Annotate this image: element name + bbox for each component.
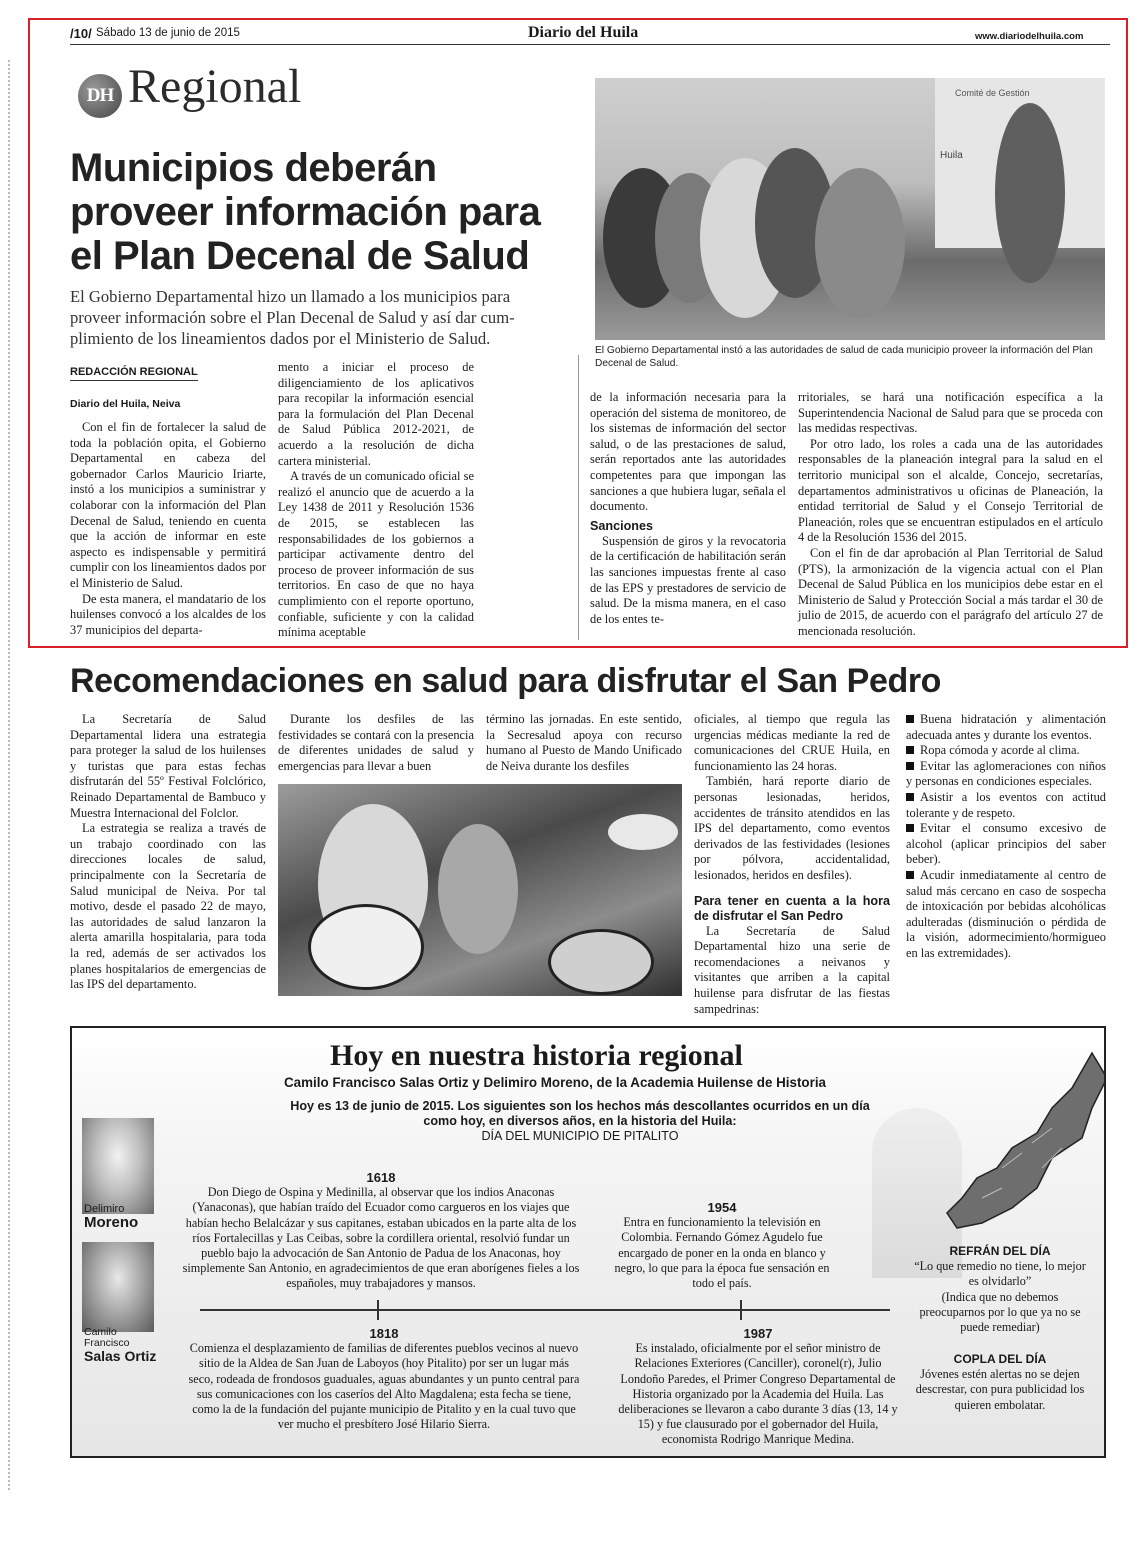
event-text: Entra en funcionamiento la televisión en Colombia. Fernando Gómez Agudelo fue encargado de poner en la onda en blanco y negro, lo que para la época fue sensación en todo el país. (614, 1215, 830, 1291)
article1-headline (70, 146, 540, 278)
paragraph: Con el fin de dar aprobación al Plan Territorial de Salud (PTS), la armonización de la vigencia actual con el Plan Decenal de Salud Pública en los municipios debe estar en el Ministerio de Salud y Protección Social a más tardar el 30 de julio de 2015, de acuerdo con el parágrafo del artículo 27 de mencionada resolución. (798, 545, 1103, 638)
section-title: Regional (128, 60, 302, 113)
article2-column-3 (486, 712, 682, 774)
article1-byline: REDACCIÓN REGIONAL (70, 366, 198, 381)
history-event-1618 (182, 1170, 580, 1292)
article2-column-1 (70, 712, 266, 993)
article2-column-4 (694, 712, 890, 1017)
article1-column-4 (798, 390, 1103, 640)
festival-photo (278, 784, 682, 996)
photo-child (438, 824, 518, 954)
article1-lead (70, 286, 515, 349)
page-date: Sábado 13 de junio de 2015 (96, 27, 240, 39)
list-item: Buena hidratación y alimentación adecuada antes y durante los eventos. (906, 712, 1106, 742)
headline-line-1: Municipios deberán (70, 146, 437, 190)
history-title: Hoy en nuestra historia regional (330, 1039, 743, 1072)
article1-column-2 (278, 360, 474, 641)
dh-logo-icon (78, 74, 122, 118)
history-event-1954 (610, 1200, 834, 1291)
copla-box (910, 1352, 1090, 1413)
paragraph: Con el fin de fortalecer la salud de toda la población opita, el Gobierno Departamental en cabeza del gobernador Carlos Mauricio Iriarte, instó a los municipios a suministrar y colaborar con la información del Plan Decenal de Salud, teniendo en cuenta que la acción de informar en este aspecto es indispensable y permitirá cumplir con los lineamientos dados por el Ministerio de Salud. (70, 420, 266, 590)
page-number: /10/ (70, 26, 92, 41)
headline-line-2: proveer información para (70, 190, 541, 234)
portrait1-name-large: Moreno (84, 1214, 139, 1231)
paragraph: De esta manera, el mandatario de los huilenses convocó a los alcaldes de los 37 municipios del departa- (70, 591, 266, 637)
paragraph: oficiales, al tiempo que regula las urgencias médicas mediante la red de comunicaciones del CRUE Huila, en funcionamiento las 24 horas. (694, 712, 890, 773)
article1-column-1 (70, 420, 266, 638)
paragraph: También, hará reporte diario de personas lesionadas, heridos, accidentes de tránsito atendidos en las IPS del departamento, como eventos derivados de las festividades (lesiones por pólvora, accidentalidad, lesionados, heridos en desfiles). (694, 774, 890, 882)
logo-text: DH (86, 85, 114, 106)
paragraph: de la información necesaria para la operación del sistema de monitoreo, de los sistemas de información del sector salud, o de las prestaciones de salud, serán reportados ante las autoridades competentes para que impongan las sanciones a que hubiera lugar, señala el documento. (590, 390, 786, 514)
photo-hat (608, 814, 678, 850)
paragraph: La estrategia se realiza a través de un trabajo coordinado con las direcciones locales de salud, principalmente con la Secretaría de Salud municipal de Neiva. Por tal motivo, desde el pasado 22 de mayo, las autoridades de salud lanzaron la alerta amarilla hospitalaria, para toda la red, además de ser activados los planes hospitalarios de emergencias de las IPS del departamento. (70, 821, 266, 992)
lead-line-2: proveer información sobre el Plan Decenal de Salud y así dar cum- (70, 308, 515, 327)
refran-box (910, 1244, 1090, 1335)
photo-person-5 (815, 168, 905, 318)
article2-headline: Recomendaciones en salud para disfrutar el San Pedro (70, 662, 942, 700)
intro-line-1: Hoy es 13 de junio de 2015. Los siguientes son los hechos más descollantes ocurridos en un día (290, 1099, 870, 1113)
list-item: Ropa cómoda y acorde al clima. (906, 743, 1106, 759)
page-edge-marks (8, 60, 10, 1490)
bullet-square-icon (906, 746, 914, 754)
event-text: Don Diego de Ospina y Medinilla, al observar que los indios Anaconas (Yanaconas), que habían traído del Ecuador como cargueros en los viajes que habían hecho Belalcázar y sus capitanes, estaban ubicados en la parte alta de los ríos Fortalecillas y Las Ceibas, sobre la cordillera oriental, resolvió fundar un pueblo bajo la advocación de San Antonio de Padua de los Anaconas, hoy simplemente San Antonio, en agradecimientos de que eran aborígenes fieles a los españoles, muy trabajadores y mansos. (182, 1185, 580, 1291)
bullet-square-icon (906, 871, 914, 879)
article2-column-2 (278, 712, 474, 774)
photo-speaker (995, 103, 1065, 283)
list-item: Evitar el consumo excesivo de alcohol (aplicar principios del saber beber). (906, 821, 1106, 867)
website: www.diariodelhuila.com (975, 31, 1084, 42)
list-item: Asistir a los eventos con actitud tolerante y de respeto. (906, 789, 1106, 820)
newspaper-name: Diario del Huila (528, 24, 639, 41)
list-item: Evitar las aglomeraciones con niños y personas en condiciones especiales. (906, 758, 1106, 789)
photo-board-label: Huila (940, 150, 963, 161)
portrait2-name-small-2: Francisco (84, 1337, 130, 1349)
portrait2-name-large: Salas Ortiz (84, 1348, 157, 1364)
paragraph: La Secretaría de Salud Departamental hizo una serie de recomendaciones a neivanos y visitantes que arriben a la capital huilense para disfrutar de las fiestas sampedrinas: (694, 923, 890, 1016)
portrait-camilo-salas (82, 1242, 154, 1332)
history-event-1987 (612, 1326, 904, 1448)
event-year: 1618 (366, 1170, 396, 1185)
huila-map-icon (942, 1048, 1106, 1248)
paragraph: La Secretaría de Salud Departamental lidera una estrategia para proteger la salud de los huilenses y turistas que para estas fechas disfrutarán del 55º Festival Folclórico, Reinado Departamental de Bambuco y Muestra Internacional del Folclor. (70, 712, 266, 820)
article1-dateline: Diario del Huila, Neiva (70, 398, 181, 410)
photo-drum (308, 904, 424, 990)
timeline-dot (377, 1300, 379, 1320)
timeline-line (200, 1309, 890, 1311)
portrait-delimiro-moreno (82, 1118, 154, 1214)
intro-line-2: como hoy, en diversos años, en la historia del Huila: (423, 1114, 737, 1128)
refran-note: (Indica que no debemos preocuparnos por lo que ya no se puede remediar) (919, 1289, 1081, 1335)
header-rule (70, 44, 1110, 45)
bullet-square-icon (906, 762, 914, 770)
event-year: 1818 (369, 1326, 399, 1341)
paragraph: rritoriales, se hará una notificación específica a la Superintendencia Nacional de Salud para que se proceda con las medidas respectivas. (798, 390, 1103, 436)
lead-line-1: El Gobierno Departamental hizo un llamado a los municipios para (70, 287, 511, 306)
article1-photo (595, 78, 1105, 340)
refran-text: “Lo que remedio no tiene, lo mejor es olvidarlo” (914, 1259, 1086, 1289)
event-year: 1987 (743, 1326, 773, 1341)
history-authors: Camilo Francisco Salas Ortiz y Delimiro Moreno, de la Academia Huilense de Historia (284, 1075, 826, 1090)
bullet-square-icon (906, 715, 914, 723)
article1-column-3 (590, 390, 786, 627)
bullet-square-icon (906, 793, 914, 801)
list-item: Acudir inmediatamente al centro de salud más cercano en caso de sospecha de intoxicación por bebidas alcohólicas adulteradas (disminución o pérdida de la visión, adormecimiento/hormigueo en las extremidades). (906, 867, 1106, 960)
history-intro (200, 1099, 960, 1144)
paragraph: término las jornadas. En este sentido, la Secresalud apoya con recurso humano al Puesto de Mando Unificado de Neiva durante los desfiles (486, 712, 682, 773)
photo-drum-2 (548, 929, 654, 995)
copla-title: COPLA DEL DÍA (953, 1352, 1047, 1366)
event-text: Es instalado, oficialmente por el señor ministro de Relaciones Exteriores (Canciller), coronel(r), Julio Londoño Paredes, el Primer Congreso Departamental de Historia organizado por la Academia del Huila. Las deliberaciones se llevaron a cabo durante 3 días (13, 14 y 15) y fue clausurado por el gobernador del Huila, economista Rodrigo Manrique Medina. (618, 1341, 898, 1447)
paragraph: Suspensión de giros y la revocatoria de la certificación de habilitación serán las sanciones impuestas frente al caso de las EPS y prestadores de servicio de salud. De la misma manera, en el caso de los entes te- (590, 533, 786, 626)
refran-title: REFRÁN DEL DÍA (949, 1244, 1051, 1258)
photo-board-text: Comité de Gestión (955, 88, 1030, 98)
recommendations-list (906, 712, 1106, 962)
event-year: 1954 (707, 1200, 737, 1215)
headline-line-3: el Plan Decenal de Salud (70, 234, 530, 278)
timeline-dot (740, 1300, 742, 1320)
subhead-sanciones: Sanciones (590, 518, 653, 533)
lead-line-3: plimiento de los lineamientos dados por el Ministerio de Salud. (70, 329, 491, 348)
intro-line-3: DÍA DEL MUNICIPIO DE PITALITO (481, 1129, 679, 1143)
subhead-san-pedro: Para tener en cuenta a la hora de disfrutar el San Pedro (694, 893, 890, 923)
history-event-1818 (186, 1326, 582, 1432)
article1-photo-caption: El Gobierno Departamental instó a las autoridades de salud de cada municipio proveer la información del Plan Decenal de Salud. (595, 345, 1093, 369)
bullet-square-icon (906, 824, 914, 832)
paragraph: Durante los desfiles de las festividades se contará con la presencia de diferentes unidades de salud y emergencias para llevar a buen (278, 712, 474, 773)
portrait1-name-small: Delimiro (84, 1203, 125, 1215)
portrait2-name-small-1: Camilo (84, 1326, 117, 1338)
paragraph: mento a iniciar el proceso de diligenciamiento de los aplicativos para recopilar la información esencial para la formulación del Plan Decenal de Salud Pública 2012-2021, de acuerdo a la resolución de dicha cartera ministerial. (278, 360, 474, 468)
column-rule (578, 355, 579, 640)
event-text: Comienza el desplazamiento de familias de diferentes pueblos vecinos al nuevo sitio de la Aldea de San Juan de Laboyos (hoy Pitalito) por ser un lugar más seco, rodeada de frondosos guaduales, aguas abundantes y un punto central para sus comunicaciones con los caseríos del Alto Magdalena; esta fecha se tiene, como la de la fundación del pujante municipio de Pitalito y en la cual tuvo que ver mucho el presbítero José Hilario Sierra. (188, 1341, 580, 1432)
paragraph: A través de un comunicado oficial se realizó el anuncio que de acuerdo a la Ley 1438 de 2011 y Resolución 1536 de 2015, se establecen las responsabilidades de los gobiernos a participar activamente dentro del proceso de proveer información de sus territorios. En caso de que no haya cumplimiento con el reporte oportuno, confiable, suficiente y con la calidad mínima aceptable (278, 469, 474, 640)
paragraph: Por otro lado, los roles a cada una de las autoridades responsables de la planeación integral para la salud en el territorio municipal son el alcalde, Concejo, secretarías, departamentos administrativos u oficinas de Planeación, la entidad territorial de Salud y el Consejo Territorial de Planeación, roles que se encuentran estipulados en el artículo 4 de la Resolución 1536 del 2015. (798, 436, 1103, 545)
copla-text: Jóvenes estén alertas no se dejen descrestar, con pura publicidad los quieren embolatar. (915, 1367, 1085, 1412)
